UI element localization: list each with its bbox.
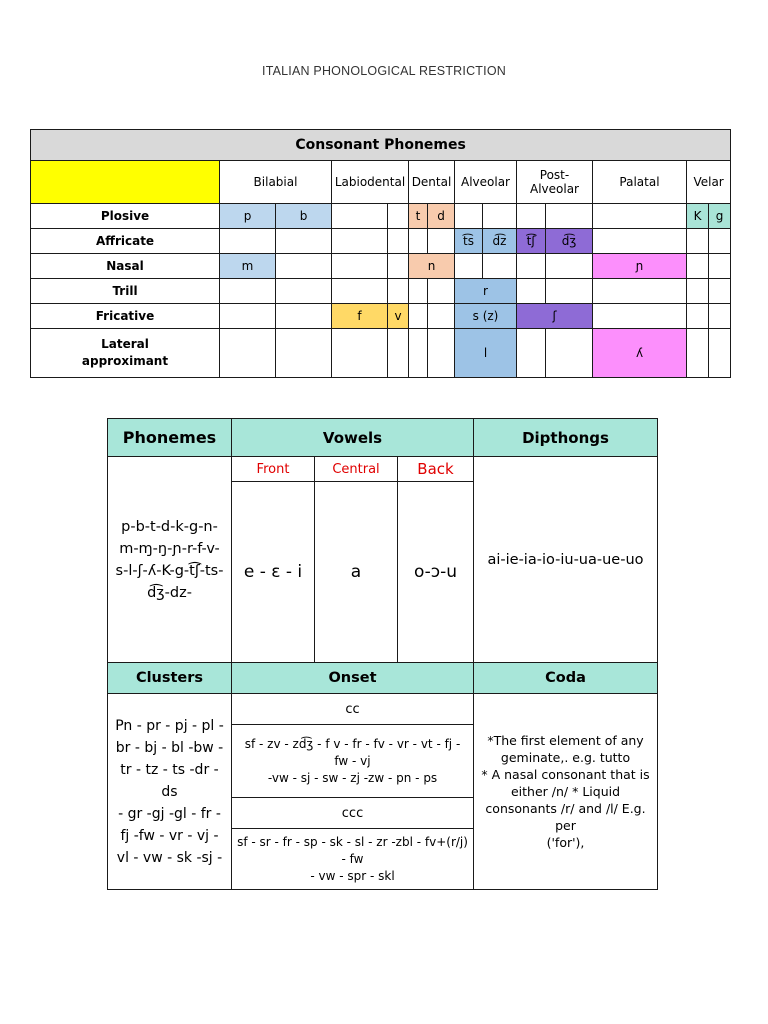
manner-affricate: Affricate — [31, 229, 220, 254]
empty-cell — [709, 329, 731, 378]
empty-cell — [687, 229, 709, 254]
manner-fricative: Fricative — [31, 304, 220, 329]
empty-cell — [546, 329, 593, 378]
cc-list: sf - zv - zd͡ʒ - f v - fr - fv - vr - vt - fj - fw - vj -vw - sj - sw - zj -zw - pn - ps — [232, 725, 474, 798]
empty-cell — [409, 229, 428, 254]
place-dental: Dental — [409, 161, 455, 204]
consonant-phonemes-table — [30, 129, 731, 378]
cell-r: r — [455, 279, 517, 304]
dipthongs-list: ai-ie-ia-io-iu-ua-ue-uo — [474, 457, 658, 663]
manner-trill: Trill — [31, 279, 220, 304]
coda-header: Coda — [474, 663, 658, 694]
cell-v: v — [388, 304, 409, 329]
central-vowels: a — [315, 482, 398, 663]
cell-n: n — [409, 254, 455, 279]
central-label: Central — [315, 457, 398, 482]
place-velar: Velar — [687, 161, 731, 204]
empty-cell — [388, 204, 409, 229]
empty-cell — [409, 329, 428, 378]
empty-cell — [388, 279, 409, 304]
manner-nasal: Nasal — [31, 254, 220, 279]
place-palatal: Palatal — [593, 161, 687, 204]
cell-b: b — [276, 204, 332, 229]
empty-cell — [332, 229, 388, 254]
phonemes-header: Phonemes — [108, 419, 232, 457]
place-bilabial: Bilabial — [220, 161, 332, 204]
ccc-list: sf - sr - fr - sp - sk - sl - zr -zbl - fv+(r/j) - fw - vw - spr - skl — [232, 829, 474, 890]
empty-cell — [276, 254, 332, 279]
empty-cell — [332, 329, 388, 378]
empty-cell — [428, 279, 455, 304]
empty-cell — [593, 279, 687, 304]
empty-cell — [687, 329, 709, 378]
empty-cell — [428, 229, 455, 254]
manner-lateral-approximant: Lateral approximant — [31, 329, 220, 378]
empty-cell — [687, 304, 709, 329]
empty-cell — [517, 254, 546, 279]
empty-cell — [687, 279, 709, 304]
cell-m: m — [220, 254, 276, 279]
empty-cell — [388, 254, 409, 279]
cell-tsh: t͡ʃ — [517, 229, 546, 254]
empty-cell — [483, 204, 517, 229]
coda-text: *The first element of any geminate,. e.g. tutto * A nasal consonant that is either /n/ * Liquid consonants /r/ and /l/ E.g. per ('for'), — [474, 694, 658, 890]
empty-cell — [220, 329, 276, 378]
cell-d: d — [428, 204, 455, 229]
cell-g: g — [709, 204, 731, 229]
empty-cell — [546, 279, 593, 304]
empty-cell — [546, 204, 593, 229]
empty-cell — [220, 279, 276, 304]
clusters-list: Pn - pr - pj - pl - br - bj - bl -bw - tr - tz - ts -dr -ds - gr -gj -gl - fr - fj -fw - vr - vj - vl - vw - sk -sj - — [108, 694, 232, 890]
place-alveolar: Alveolar — [455, 161, 517, 204]
manner-plosive: Plosive — [31, 204, 220, 229]
corner-cell — [31, 161, 220, 204]
front-vowels: e - ɛ - i — [232, 482, 315, 663]
front-label: Front — [232, 457, 315, 482]
empty-cell — [517, 204, 546, 229]
cell-t: t — [409, 204, 428, 229]
place-postalveolar: Post- Alveolar — [517, 161, 593, 204]
onset-header: Onset — [232, 663, 474, 694]
empty-cell — [709, 254, 731, 279]
cell-ly: ʎ — [593, 329, 687, 378]
empty-cell — [455, 204, 483, 229]
empty-cell — [593, 229, 687, 254]
empty-cell — [709, 304, 731, 329]
empty-cell — [409, 304, 428, 329]
empty-cell — [483, 254, 517, 279]
cell-dzh: d͡ʒ — [546, 229, 593, 254]
empty-cell — [455, 254, 483, 279]
empty-cell — [428, 304, 455, 329]
empty-cell — [546, 254, 593, 279]
cell-l: l — [455, 329, 517, 378]
cell-f: f — [332, 304, 388, 329]
empty-cell — [276, 304, 332, 329]
phoneme-list: p-b-t-d-k-g-n- m-ɱ-ŋ-ɲ-r-f-v- s-l-ʃ-ʎ-K-g-t͡ʃ-ts- d͡ʒ-dz- — [108, 457, 232, 663]
phonemes-table — [107, 418, 658, 890]
empty-cell — [220, 304, 276, 329]
empty-cell — [332, 254, 388, 279]
empty-cell — [409, 279, 428, 304]
empty-cell — [709, 279, 731, 304]
back-vowels: o-ɔ-u — [398, 482, 474, 663]
dipthongs-header: Dipthongs — [474, 419, 658, 457]
empty-cell — [388, 329, 409, 378]
empty-cell — [687, 254, 709, 279]
ccc-label: ccc — [232, 798, 474, 829]
vowels-header: Vowels — [232, 419, 474, 457]
empty-cell — [332, 204, 388, 229]
empty-cell — [593, 304, 687, 329]
empty-cell — [220, 229, 276, 254]
place-labiodental: Labiodental — [332, 161, 409, 204]
empty-cell — [517, 279, 546, 304]
document-title: ITALIAN PHONOLOGICAL RESTRICTION — [262, 64, 506, 78]
empty-cell — [709, 229, 731, 254]
cell-k: K — [687, 204, 709, 229]
cell-ny: ɲ — [593, 254, 687, 279]
consonant-table-title: Consonant Phonemes — [31, 130, 731, 161]
cell-sh: ʃ — [517, 304, 593, 329]
clusters-header: Clusters — [108, 663, 232, 694]
empty-cell — [276, 329, 332, 378]
empty-cell — [332, 279, 388, 304]
cell-s: s (z) — [455, 304, 517, 329]
empty-cell — [593, 204, 687, 229]
cell-ts: t͡s — [455, 229, 483, 254]
cell-dz: d͡z — [483, 229, 517, 254]
back-label: Back — [398, 457, 474, 482]
empty-cell — [276, 229, 332, 254]
empty-cell — [428, 329, 455, 378]
empty-cell — [388, 229, 409, 254]
empty-cell — [276, 279, 332, 304]
empty-cell — [517, 329, 546, 378]
cc-label: cc — [232, 694, 474, 725]
cell-p: p — [220, 204, 276, 229]
